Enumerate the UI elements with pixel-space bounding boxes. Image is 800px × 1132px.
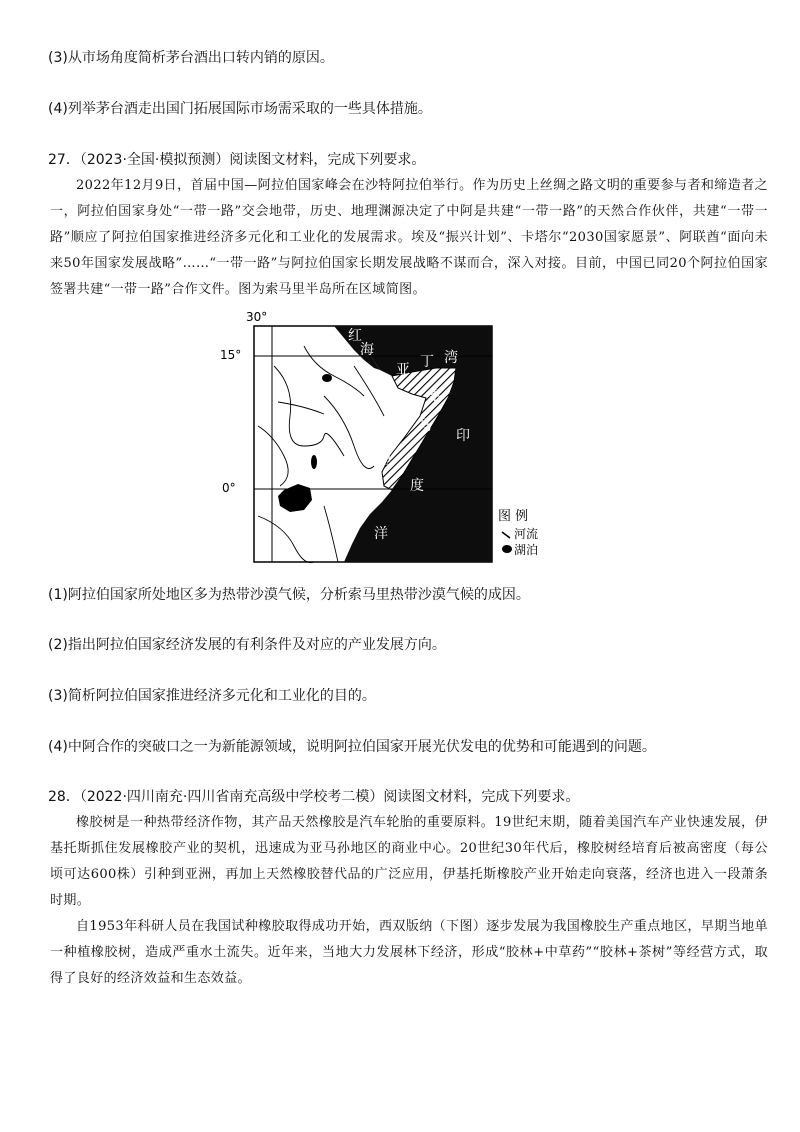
legend-river: 河流 (514, 527, 539, 541)
lake-turkana (311, 455, 317, 469)
label-sea: 海 (360, 342, 374, 358)
label-yang: 洋 (374, 526, 388, 542)
label-wan: 湾 (444, 350, 458, 366)
question-27-header: 27．（2023·全国·模拟预测）阅读图文材料，完成下列要求。 (48, 152, 426, 168)
question-27-4: (4)中阿合作的突破口之一为新能源领域，说明阿拉伯国家开展光伏发电的优势和可能遇到的问题。 (48, 739, 656, 755)
question-27-2: (2)指出阿拉伯国家经济发展的有利条件及对应的产业发展方向。 (48, 637, 446, 653)
question-27-1: (1)阿拉伯国家所处地区多为热带沙漠气候，分析索马里热带沙漠气候的成因。 (48, 587, 530, 603)
label-suo: 索 (428, 388, 442, 404)
lat-label-0: 0° (222, 481, 236, 495)
question-28-material-1: 橡胶树是一种热带经济作物，其产品天然橡胶是汽车轮胎的重要原料。19世纪末期，随着美国汽车产业快速发展，伊基托斯抓住发展橡胶产业的契机，迅速成为亚马孙地区的商业中心。20世纪30年代后，橡胶树经培育后被高密度（每公顷可达600株）引种到亚洲，再加上天然橡胶替代品的广泛应用，伊基托斯橡胶产业开始走向衰落，经济也进入一段萧条时期。 (50, 815, 768, 908)
label-ma: 马 (418, 418, 432, 434)
lake-legend-icon (502, 545, 512, 553)
somali-peninsula-map (214, 306, 574, 564)
question-28-header: 28．（2022·四川南充·四川省南充高级中学校考二模）阅读图文材料，完成下列要求。 (48, 789, 580, 805)
question-26-3: (3)从市场角度简析茅台酒出口转内销的原因。 (48, 50, 334, 66)
lake-tana (322, 374, 332, 382)
lat-label-15: 15° (220, 348, 242, 362)
label-du: 度 (410, 478, 424, 494)
question-27-3: (3)简析阿拉伯国家推进经济多元化和工业化的目的。 (48, 688, 376, 704)
label-yin: 印 (456, 428, 470, 444)
question-28-material-2: 自1953年科研人员在我国试种橡胶取得成功开始，西双版纳（下图）逐步发展为我国橡胶生产重点地区，早期当地单一种植橡胶树，造成严重水土流失。近年来，当地大力发展林下经济，形成“胶林+中草药”“胶林+茶树”等经营方式，取得了良好的经济效益和生态效益。 (50, 919, 768, 986)
river-legend-icon (502, 532, 510, 538)
label-ya: 亚 (396, 362, 410, 378)
label-ding: 丁 (420, 354, 434, 370)
label-red: 红 (348, 328, 362, 344)
question-26-4: (4)列举茅台酒走出国门拓展国际市场需采取的一些具体措施。 (48, 101, 432, 117)
legend-lake: 湖泊 (514, 543, 539, 557)
legend-title: 图 例 (498, 509, 529, 524)
lat-label-30: 30° (246, 310, 268, 324)
question-27-material: 2022年12月9日，首届中国—阿拉伯国家峰会在沙特阿拉伯举行。作为历史上丝绸之路文明的重要参与者和缔造者之一，阿拉伯国家身处“一带一路”交会地带，历史、地理渊源决定了中阿是共建“一带一路”的天然合作伙伴，共建“一带一路”顺应了阿拉伯国家推进经济多元化和工业化的发展需求。埃及“振兴计划”、卡塔尔“2030国家愿景”、阿联酋“面向未来50年国家发展战略”……“一带一路”与阿拉伯国家长期发展战略不谋而合，深入对接。目前，中国已同20个阿拉伯国家签署共建“一带一路”合作文件。图为索马里半岛所在区域简图。 (50, 178, 768, 297)
label-li: 里 (378, 452, 392, 468)
